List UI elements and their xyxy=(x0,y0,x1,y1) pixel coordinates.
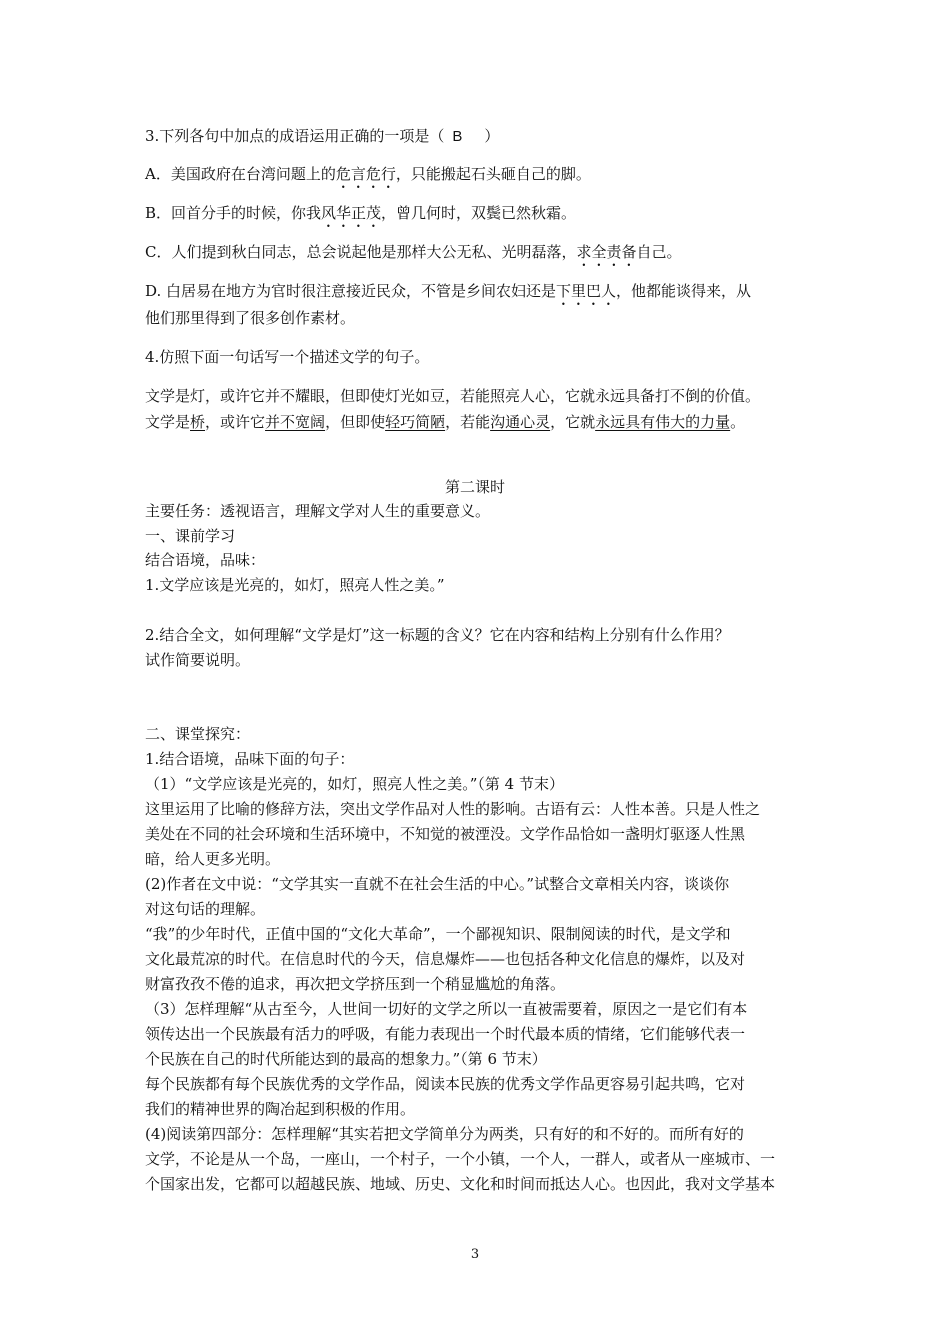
option-a-post: ，只能搬起石头砸自己的脚。 xyxy=(395,165,591,183)
explore-a2-line3: 财富孜孜不倦的追求，再次把文学挤压到一个稍显尴尬的角落。 xyxy=(145,975,566,993)
answer-underlined: 永远具有伟大的力量 xyxy=(595,413,731,431)
explore-q4-line2: 文学，不论是从一个岛，一座山，一个村子，一个小镇，一个人，一群人，或者从一座城市、一 xyxy=(145,1150,776,1168)
option-c-post: 自己。 xyxy=(636,243,682,261)
explore-a3-line1: 每个民族都有每个民族优秀的文学作品，阅读本民族的优秀文学作品更容易引起共鸣，它对 xyxy=(145,1075,746,1093)
option-d-pre: D. 白居易在地方为官时很注意接近民众，不管是乡间农妇还是 xyxy=(145,282,557,300)
q3-answer: B xyxy=(452,128,463,145)
option-c-pre: C．人们提到秋白同志，总会说起他是那样大公无私、光明磊落， xyxy=(145,243,577,261)
answer-seg: 。 xyxy=(730,413,746,431)
explore-q3-line3: 个民族在自己的时代所能达到的最高的想象力。”（第 6 节末） xyxy=(145,1050,547,1068)
option-a-pre: A．美国政府在台湾问题上的 xyxy=(145,165,336,183)
explore-a1-line2: 美处在不同的社会环境和生活环境中，不知觉的被湮没。文学作品恰如一盏明灯驱逐人性黑 xyxy=(145,825,746,843)
q4-answer xyxy=(145,412,745,432)
explore-a2-line1: “我”的少年时代，正值中国的“文化大革命”，一个鄙视知识、限制阅读的时代，是文学和 xyxy=(145,925,731,943)
lesson2-task: 主要任务：透视语言，理解文学对人生的重要意义。 xyxy=(145,502,491,520)
explore-q3-line2: 领传达出一个民族最有活力的呼吸，有能力表现出一个时代最本质的情绪，它们能够代表一 xyxy=(145,1025,746,1043)
page-number: 3 xyxy=(470,1247,480,1262)
pre-study-q1: 1.文学应该是光亮的，如灯，照亮人性之美。” xyxy=(145,576,445,594)
q3-stem-text: 3.下列各句中加点的成语运用正确的一项是（ xyxy=(145,127,445,145)
option-d-idiom: 下里巴人 xyxy=(556,282,617,300)
explore-a1-line3: 暗，给人更多光明。 xyxy=(145,850,281,868)
explore-q4-line1: (4)阅读第四部分：怎样理解“其实若把文学简单分为两类，只有好的和不好的。而所有好的 xyxy=(145,1125,744,1143)
explore-intro: 1.结合语境，品味下面的句子： xyxy=(145,750,355,768)
answer-seg: ，若能 xyxy=(445,413,491,431)
q4-stem: 4.仿照下面一句话写一个描述文学的句子。 xyxy=(145,348,430,366)
explore-a1-line1: 这里运用了比喻的修辞方法，突出文学作品对人性的影响。古语有云：人性本善。只是人性之 xyxy=(145,800,761,818)
q3-option-d-line2: 他们那里得到了很多创作素材。 xyxy=(145,309,356,327)
explore-q3-line1: （3）怎样理解“从古至今，人世间一切好的文学之所以一直被需要着，原因之一是它们有本 xyxy=(145,1000,748,1018)
explore-q2-line2: 对这句话的理解。 xyxy=(145,900,266,918)
q4-example: 文学是灯，或许它并不耀眼，但即使灯光如豆，若能照亮人心，它就永远具备打不倒的价值。 xyxy=(145,387,761,405)
option-b-post: ，曾几何时，双鬓已然秋霜。 xyxy=(381,204,577,222)
answer-seg: ，或许它 xyxy=(205,413,266,431)
option-a-idiom: 危言危行 xyxy=(335,165,396,183)
pre-study-intro: 结合语境，品味： xyxy=(145,551,266,569)
q3-option-b xyxy=(145,203,576,231)
pre-study-q2-line1: 2.结合全文，如何理解“文学是灯”这一标题的含义？它在内容和结构上分别有什么作用？ xyxy=(145,626,730,644)
explore-a3-line2: 我们的精神世界的陶冶起到积极的作用。 xyxy=(145,1100,416,1118)
pre-study-q2-line2: 试作简要说明。 xyxy=(145,651,251,669)
answer-underlined: 沟通心灵 xyxy=(490,413,551,431)
q3-option-d xyxy=(145,281,751,309)
answer-seg: ，但即使 xyxy=(325,413,386,431)
lesson2-title: 第二课时 xyxy=(444,478,505,496)
option-c-idiom: 求全责备 xyxy=(576,243,637,261)
answer-seg: ，它就 xyxy=(550,413,596,431)
answer-underlined: 桥 xyxy=(190,413,206,431)
explore-q4-line3: 个国家出发，它都可以超越民族、地域、历史、文化和时间而抵达人心。也因此，我对文学基本 xyxy=(145,1175,776,1193)
option-d-post: ，他都能谈得来，从 xyxy=(616,282,752,300)
q3-option-c xyxy=(145,242,682,270)
answer-underlined: 并不宽阔 xyxy=(265,413,326,431)
explore-heading: 二、课堂探究： xyxy=(145,725,251,743)
answer-underlined: 轻巧简陋 xyxy=(385,413,446,431)
option-b-pre: B．回首分手的时候，你我 xyxy=(145,204,322,222)
pre-study-heading: 一、课前学习 xyxy=(145,527,236,545)
option-b-idiom: 风华正茂 xyxy=(321,204,382,222)
explore-q1: （1）“文学应该是光亮的，如灯，照亮人性之美。”（第 4 节末） xyxy=(145,775,564,793)
explore-q2-line1: (2)作者在文中说：“文学其实一直就不在社会生活的中心。”试整合文章相关内容，谈谈你 xyxy=(145,875,730,893)
q3-option-a xyxy=(145,164,591,192)
answer-seg: 文学是 xyxy=(145,413,191,431)
q3-stem-end: ） xyxy=(484,127,500,145)
explore-a2-line2: 文化最荒凉的时代。在信息时代的今天，信息爆炸——也包括各种文化信息的爆炸，以及对 xyxy=(145,950,746,968)
q3-stem xyxy=(145,126,499,147)
